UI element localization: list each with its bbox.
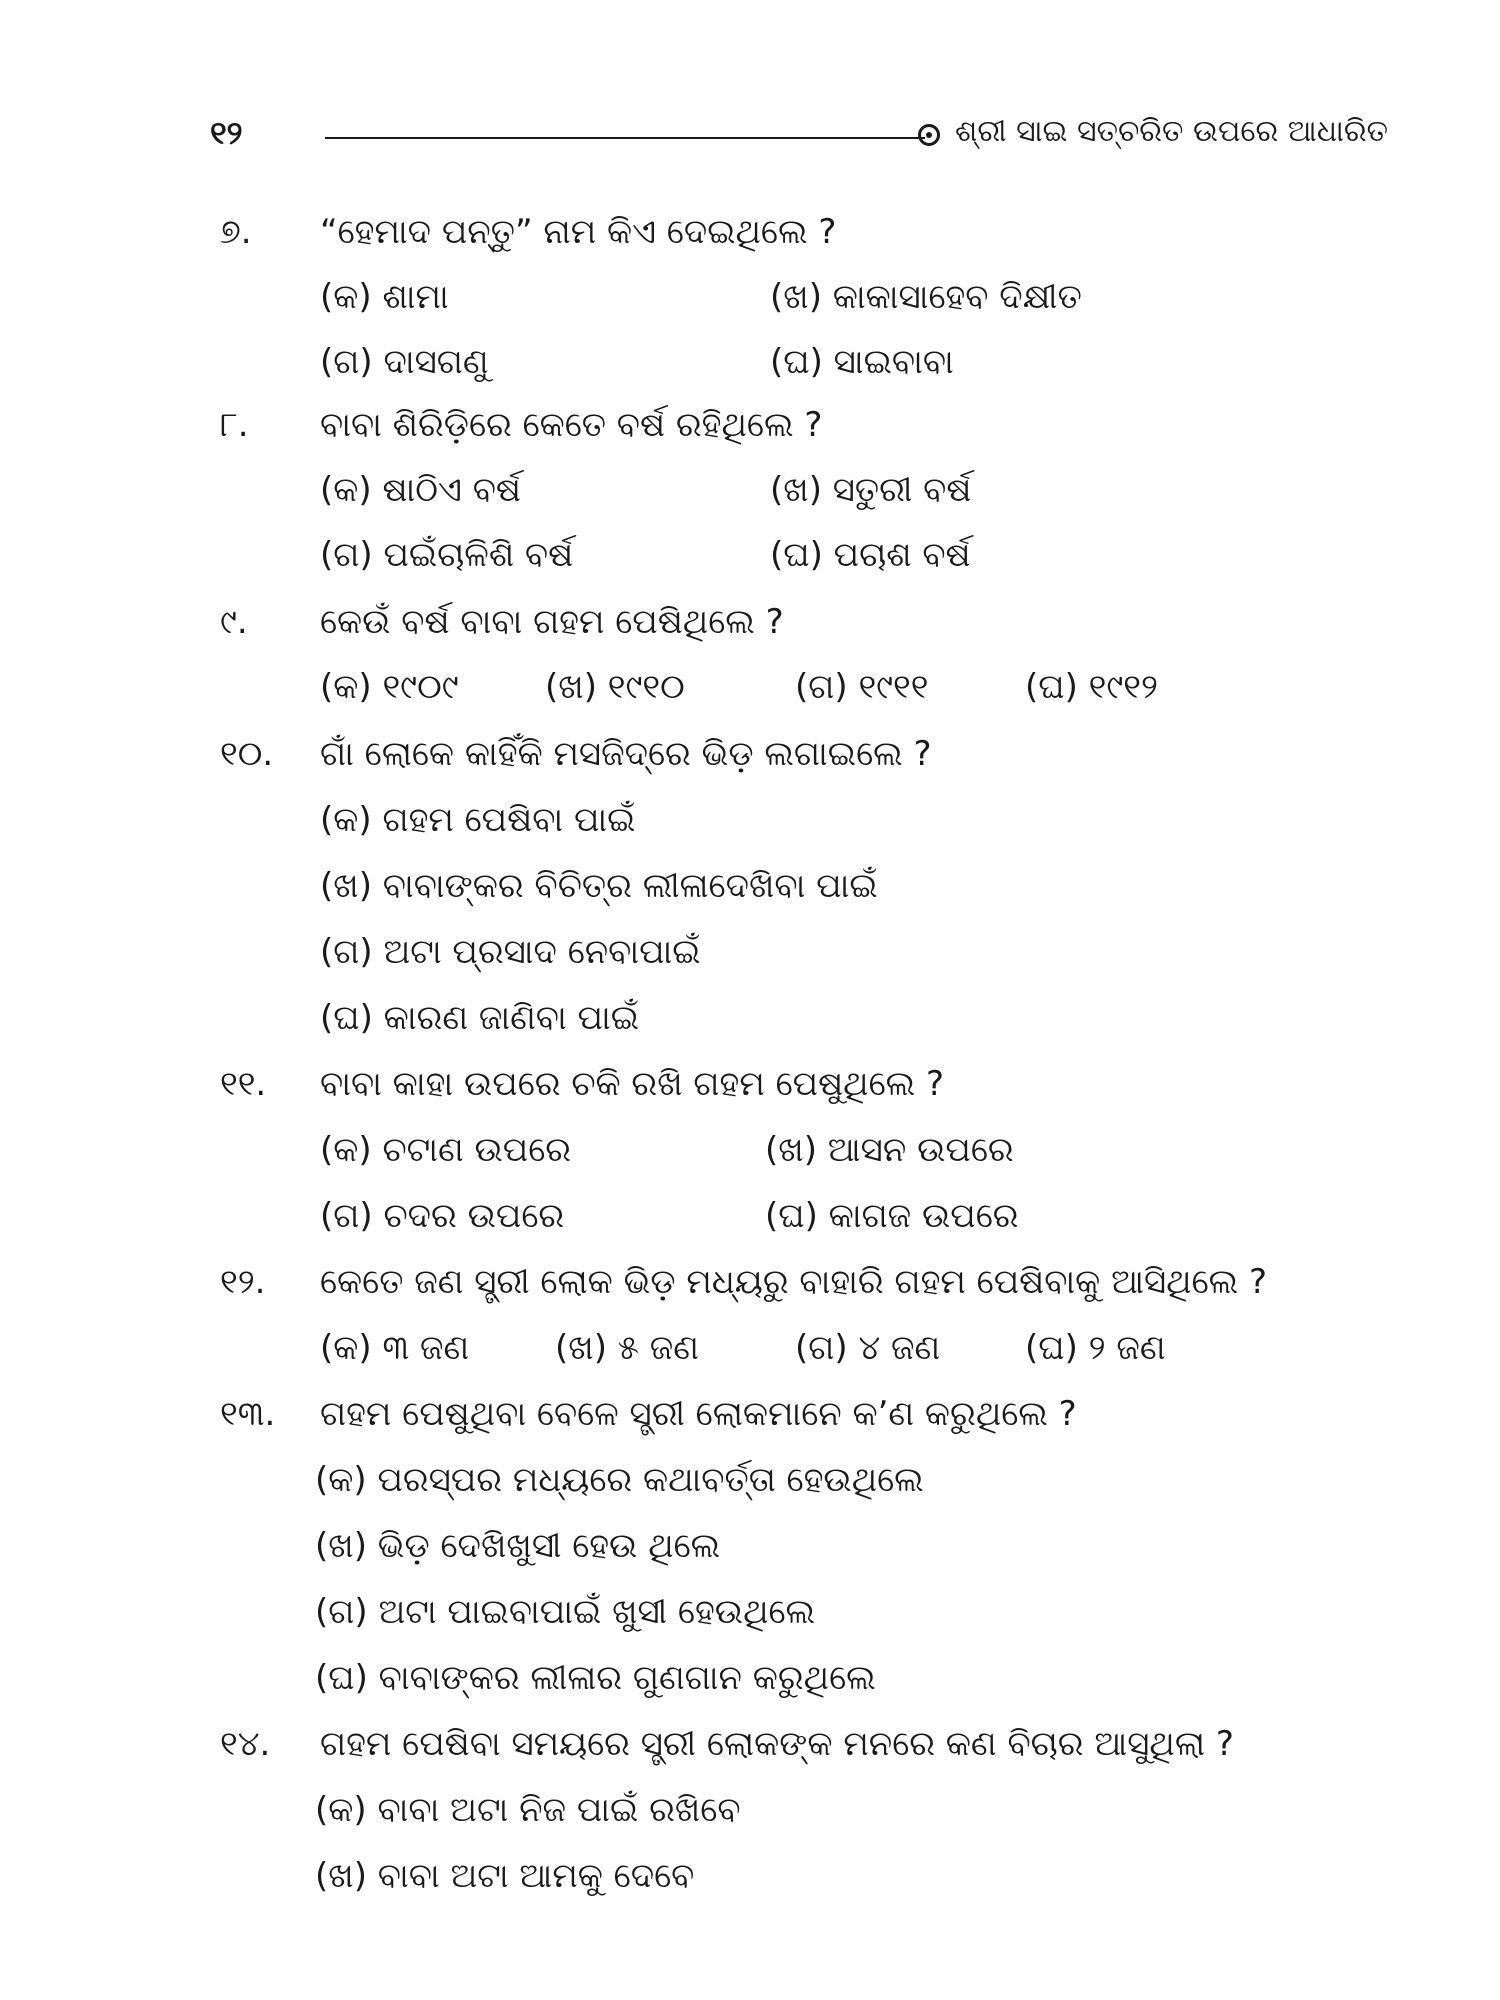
option-a: (କ) ଷାଠିଏ ବର୍ଷ <box>320 470 521 510</box>
option-d: (ଘ) ପଚାଶ ବର୍ଷ <box>770 535 971 575</box>
option-b: (ଖ) କାକାସାହେବ ଦିକ୍ଷୀତ <box>770 277 1082 317</box>
question-number: ୧୩. <box>220 1394 276 1434</box>
option-a: (କ) ୧୯୦୯ <box>320 667 459 707</box>
option-b: (ଖ) ଆସନ ଉପରେ <box>765 1130 1014 1170</box>
question-number: ୧୪. <box>220 1724 271 1764</box>
question-number: ୯. <box>220 602 248 642</box>
option-d: (ଘ) ସାଇବାବା <box>770 342 954 382</box>
option-d: (ଘ) ୧୯୧୨ <box>1025 667 1158 707</box>
header-rule <box>325 137 925 139</box>
question-number: ୧୨. <box>220 1262 266 1302</box>
option-b: (ଖ) ଭିଡ଼ ଦେଖିଖୁସୀ ହେଉ ଥିଲେ <box>315 1526 721 1566</box>
option-a: (କ) ୩ ଜଣ <box>320 1328 470 1368</box>
option-c: (ଗ) ଅଟା ପ୍ରସାଦ ନେବାପାଇଁ <box>320 932 701 972</box>
question-number: ୮. <box>220 405 249 445</box>
question-text: ଗହମ ପେଷୁଥିବା ବେଳେ ସ୍ତ୍ରୀ ଲୋକମାନେ କ’ଣ କରୁଥିଲେ ? <box>320 1394 1077 1434</box>
option-a: (କ) ଚଟାଣ ଉପରେ <box>320 1130 572 1170</box>
option-d: (ଘ) ବାବାଙ୍କର ଲୀଳାର ଗୁଣଗାନ କରୁଥିଲେ <box>315 1658 876 1698</box>
page-number: ୧୨ <box>210 114 243 152</box>
question-number: ୧୦. <box>220 734 274 774</box>
option-c: (ଗ) ପଇଁଚାଳିଶି ବର୍ଷ <box>320 535 574 575</box>
option-b: (ଖ) ସତୁରୀ ବର୍ଷ <box>770 470 972 510</box>
option-d: (ଘ) କାଗଜ ଉପରେ <box>765 1196 1019 1236</box>
question-text: ଗାଁ ଲୋକେ କାହିଁକି ମସଜିଦ୍‌ରେ ଭିଡ଼ ଲଗାଇଲେ ? <box>320 734 932 774</box>
question-text: ଗହମ ପେଷିବା ସମୟରେ ସ୍ତ୍ରୀ ଲୋକଙ୍କ ମନରେ କଣ ବିଚାର ଆସୁଥିଲା ? <box>320 1724 1234 1764</box>
option-c: (ଗ) ଚଦର ଉପରେ <box>320 1196 565 1236</box>
running-title: ଶ୍ରୀ ସାଇ ସତ୍‌ଚରିତ ଉପରେ ଆଧାରିତ <box>955 114 1389 149</box>
option-c: (ଗ) ଅଟା ପାଇବାପାଇଁ ଖୁସୀ ହେଉଥିଲେ <box>315 1592 816 1632</box>
option-c: (ଗ) ଦାସଗଣୁ <box>320 342 489 382</box>
question-text: କେଉଁ ବର୍ଷ ବାବା ଗହମ ପେଷିଥିଲେ ? <box>320 602 784 642</box>
option-a: (କ) ଗହମ ପେଷିବା ପାଇଁ <box>320 800 636 840</box>
option-d: (ଘ) କାରଣ ଜାଣିବା ପାଇଁ <box>320 998 640 1038</box>
question-text: ବାବା ଶିରିଡ଼ିରେ କେତେ ବର୍ଷ ରହିଥିଲେ ? <box>320 405 823 445</box>
option-b: (ଖ) ବାବାଙ୍କର ବିଚିତ୍ର ଲୀଳାଦେଖିବା ପାଇଁ <box>320 866 878 906</box>
option-b: (ଖ) ୫ ଜଣ <box>555 1328 699 1368</box>
option-a: (କ) ଶାମା <box>320 277 449 317</box>
option-c: (ଗ) ୧୯୧୧ <box>795 667 929 707</box>
page-header <box>210 112 1389 162</box>
ornament-icon <box>918 124 940 146</box>
question-text: ବାବା କାହା ଉପରେ ଚକି ରଖି ଗହମ ପେଷୁଥିଲେ ? <box>320 1064 945 1104</box>
option-a: (କ) ବାବା ଅଟା ନିଜ ପାଇଁ ରଖିବେ <box>315 1790 741 1830</box>
question-text: “ହେମାଦ ପନ୍ତୁ” ନାମ କିଏ ଦେଇଥିଲେ ? <box>320 212 837 252</box>
option-b: (ଖ) ବାବା ଅଟା ଆମକୁ ଦେବେ <box>315 1856 695 1896</box>
question-text: କେତେ ଜଣ ସ୍ତ୍ରୀ ଲୋକ ଭିଡ଼ ମଧ୍ୟରୁ ବାହାରି ଗହମ ପେଷିବାକୁ ଆସିଥିଲେ ? <box>320 1262 1268 1302</box>
option-c: (ଗ) ୪ ଜଣ <box>795 1328 941 1368</box>
question-number: ୭. <box>220 212 252 252</box>
option-b: (ଖ) ୧୯୧୦ <box>545 667 685 707</box>
question-number: ୧୧. <box>220 1064 267 1104</box>
option-a: (କ) ପରସ୍ପର ମଧ୍ୟରେ କଥାବର୍ତ୍ତା ହେଉଥିଲେ <box>315 1460 924 1500</box>
option-d: (ଘ) ୨ ଜଣ <box>1025 1328 1166 1368</box>
